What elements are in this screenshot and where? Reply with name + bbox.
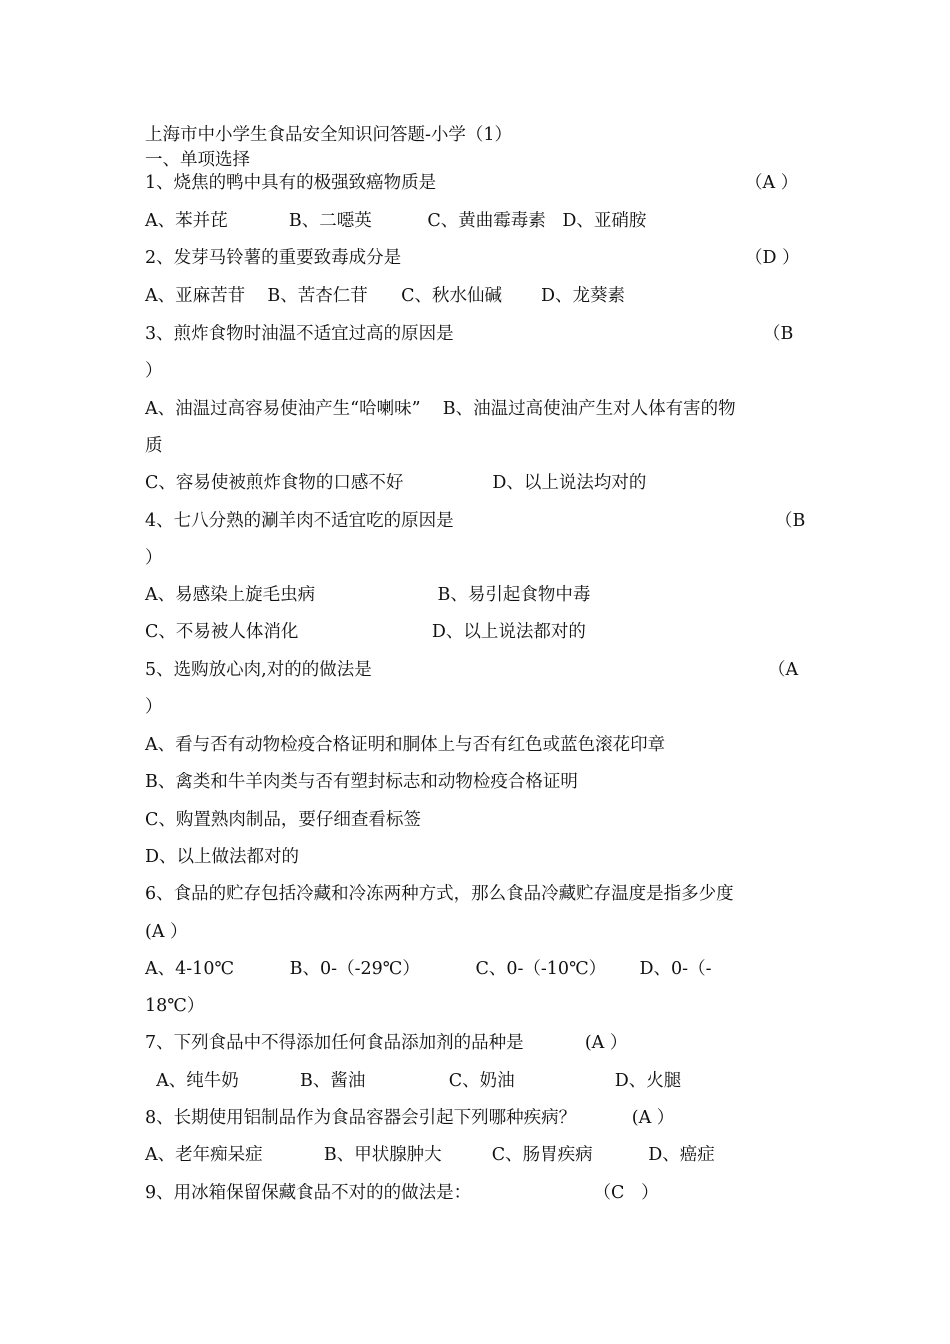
text-line: A、4-10℃ B、0-（-29℃） C、0-（-10℃） D、0-（- <box>145 959 712 979</box>
text-line: A、油温过高容易使油产生“哈喇味” B、油温过高使油产生对人体有害的物 <box>145 399 736 419</box>
text-line: ） <box>145 697 163 717</box>
text-line: 1、烧焦的鸭中具有的极强致癌物质是 <box>145 173 437 193</box>
text-line: 8、长期使用铝制品作为食品容器会引起下列哪种疾病？ (A ） <box>145 1108 675 1128</box>
answer-key: （A ） <box>745 173 799 193</box>
text-line: 6、食品的贮存包括冷藏和冷冻两种方式，那么食品冷藏贮存温度是指多少度 <box>145 884 734 904</box>
answer-key: （B <box>775 511 806 531</box>
text-line: C、容易使被煎炸食物的口感不好 D、以上说法均对的 <box>145 473 647 493</box>
text-line: 3、煎炸食物时油温不适宜过高的原因是 <box>145 324 454 344</box>
answer-key: （A <box>768 660 799 680</box>
text-line: ） <box>145 361 163 381</box>
text-line: 5、选购放心肉,对的的做法是 <box>145 660 372 680</box>
text-line: 4、七八分熟的涮羊肉不适宜吃的原因是 <box>145 511 454 531</box>
text-line: C、不易被人体消化 D、以上说法都对的 <box>145 622 586 642</box>
text-line: 9、用冰箱保留保藏食品不对的的做法是： （C ） <box>145 1183 659 1203</box>
text-line: D、以上做法都对的 <box>145 847 300 867</box>
section-heading: 一、单项选择 <box>145 150 250 170</box>
text-line: B、禽类和牛羊肉类与否有塑封标志和动物检疫合格证明 <box>145 772 578 792</box>
text-line: A、老年痴呆症 B、甲状腺肿大 C、肠胃疾病 D、癌症 <box>145 1145 715 1165</box>
text-line: A、纯牛奶 B、酱油 C、奶油 D、火腿 <box>145 1071 682 1091</box>
text-line: A、苯并芘 B、二噁英 C、黄曲霉毒素 D、亚硝胺 <box>145 211 647 231</box>
answer-key: （D ） <box>745 248 800 268</box>
document-title: 上海市中小学生食品安全知识问答题-小学（1） <box>145 125 513 145</box>
text-line: ） <box>145 548 163 568</box>
text-line: 2、发芽马铃薯的重要致毒成分是 <box>145 248 402 268</box>
text-line: A、易感染上旋毛虫病 B、易引起食物中毒 <box>145 585 591 605</box>
text-line: 18℃） <box>145 996 205 1016</box>
text-line: 质 <box>145 436 163 456</box>
text-line: A、看与否有动物检疫合格证明和胴体上与否有红色或蓝色滚花印章 <box>145 735 666 755</box>
text-line: A、亚麻苦苷 B、苦杏仁苷 C、秋水仙碱 D、龙葵素 <box>145 286 625 306</box>
text-line: (A ） <box>145 922 188 942</box>
answer-key: （B <box>763 324 794 344</box>
text-line: C、购置熟肉制品，要仔细查看标签 <box>145 810 421 830</box>
text-line: 7、下列食品中不得添加任何食品添加剂的品种是 (A ） <box>145 1033 628 1053</box>
